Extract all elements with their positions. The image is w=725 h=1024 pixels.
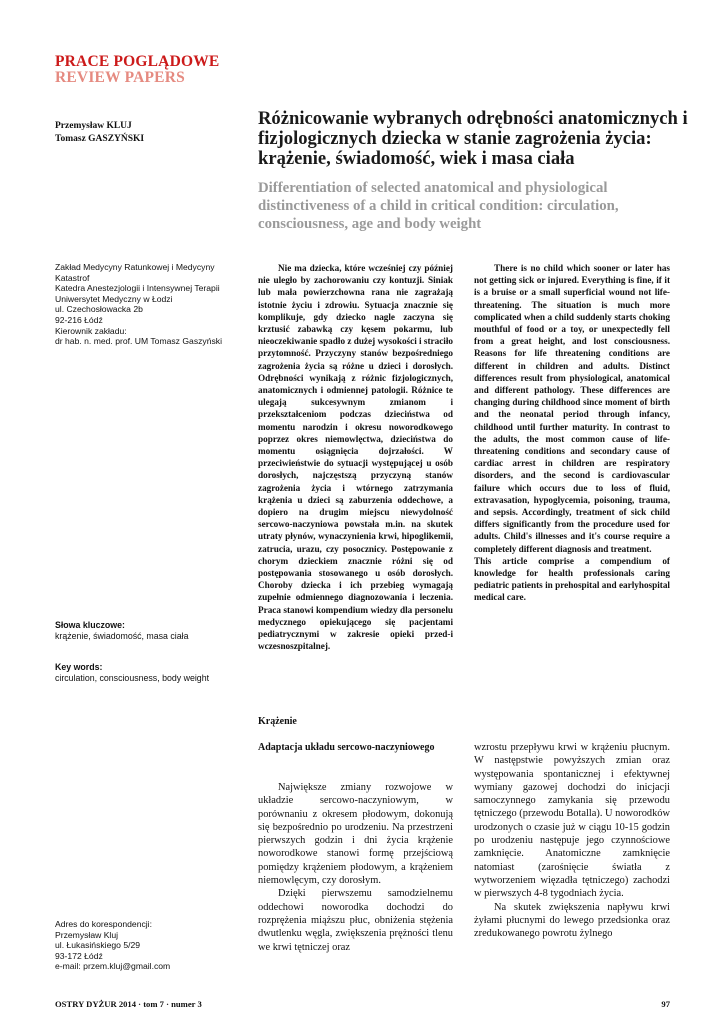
body-paragraph: Największe zmiany rozwojowe w układzie sercowo-naczyniowym, w porównaniu z okresem płodowym, dokonują się bezpośrednio po urodzeniu. Na przestrzeni pierwszych godzin i dni życia krążenie noworodkowe stanowi formę przejściową pomiędzy krążeniem płodowym, a krążeniem niemowlęcym, czy dorosłym. <box>258 782 453 887</box>
correspondence-line: Adres do korespondencji: <box>55 919 152 929</box>
abstract-paragraph: There is no child which sooner or later has not getting sick or injured. Everything is fine, if it is a bruise or a small superficial wound not life-threatening. The situation is much more complicated when a child suddenly starts choking mouthful of food or a toy, or unexpectedly fell from a great height, and lost consciousness. Reasons for life threatening conditions are different in children and adults. Distinct differences result from physiological, anatomical and different pathology. These differences are changing during childhood since moment of birth and the neonatal period through infancy, childhood until further maturity. In contrast to the adults, the most common cause of life-threatening conditions and secondary cause of cardiac arrest in children are respiratory disorders, and the second is cardiovascular failure which occurs due to loss of fluid, extravasation, hypoglycemia, poisoning, trauma, and sepsis. Accordingly, treatment of sick child differs significantly from the procedure used for adults. Child's illnesses and it's course require a completely different diagnosis and treatment. <box>474 263 670 554</box>
abstract-paragraph: This article comprise a compendium of knowledge for health professionals caring pediatric patients in prehospital and earlyhospital medical care. <box>474 555 670 603</box>
abstract-polish <box>258 262 453 653</box>
author-name: Tomasz GASZYŃSKI <box>55 134 145 144</box>
body-paragraph: wzrostu przepływu krwi w krążeniu płucnym. W następstwie powyższych zmian oraz występowania spontanicznej i efektywnej wymiany gazowej dochodzi do inicjacji samoczynnego zamykania się przewodu tętniczego (przewodu Botalla). U noworodków urodzonych o czasie już w ciągu 10-15 godzin po urodzeniu następuje jego czynnościowe zamknięcie. Anatomiczne zamknięcie natomiast (zarośnięcie światła z wytworzeniem więzadła tętniczego) zachodzi w pierwszych 4-8 tygodniach życia. <box>474 742 670 900</box>
correspondence-line: ul. Łukasińskiego 5/29 <box>55 940 141 951</box>
keywords-english <box>55 662 245 684</box>
body-column-left <box>258 781 453 954</box>
body-column-right <box>474 741 670 940</box>
page-number: 97 <box>661 999 670 1009</box>
correspondence-email[interactable]: e-mail: przem.kluj@gmail.com <box>55 961 171 972</box>
affiliation-line: Zakład Medycyny Ratunkowej i Medycyny Katastrof <box>55 262 215 283</box>
affiliation-line: Uniwersytet Medyczny w Łodzi <box>55 293 173 304</box>
keywords-label: Key words: <box>55 662 103 672</box>
keywords-text: circulation, consciousness, body weight <box>55 673 210 683</box>
keywords-label: Słowa kluczowe: <box>55 620 125 630</box>
abstract-paragraph: Nie ma dziecka, które wcześniej czy później nie uległo by zachorowaniu czy kontuzji. Siniak lub mała powierzchowna rana nie zagrażają istotnie życiu i zdrowiu. Sytuacja znacznie się komplikuje, gdy dziecko nagle zaczyna się krztusić zabawką czy kęsem pokarmu, lub nieoczekiwanie spadło z dużej wysokości i straciło przytomność. Przyczyny stanów bezpośredniego zagrożenia życia są różne u dzieci i dorosłych. Odrębności wynikają z różnic fizjologicznych, anatomicznych i odmiennej patologii. Różnice te ulegają sukcesywnym zmianom i przekształceniom podczas dzieciństwa od momentu narodzin i okresu noworodkowego poprzez okres niemowlęctwa, dzieciństwa do momentu osiągnięcia dojrzałości. W przeciwieństwie do sytuacji występującej u osób dorosłych, najczęstszą przyczyną stanów zagrożenia życia i wtórnego zatrzymania krążenia u dzieci są zaburzenia oddechowe, a dopiero na drugim miejscu niewydolność sercowo-naczyniowa powstała m.in. na skutek utraty płynów, wynaczynienia krwi, hipoglikemii, zatrucia, urazu, czy posocznicy. Postępowanie z chorym dzieckiem znacznie różni się od postępowania stosowanego u osób dorosłych. Choroby dziecka i ich przebieg wymagają zupełnie odmiennego diagnozowania i leczenia. Praca stanowi kompendium wiedzy dla personelu medycznego opiekującego się pacjentami pediatrycznymi w zakresie opieki przed-i wczesnoszpitalnej. <box>258 263 453 652</box>
authors <box>55 120 144 146</box>
title-english: Differentiation of selected anatomical and physiological distinctiveness of a child in critical condition: circulation, consciousness, age and body weight <box>258 180 619 232</box>
correspondence <box>55 919 245 972</box>
subsection-heading: Adaptacja układu sercowo-naczyniowego <box>258 742 435 753</box>
body-paragraph: Dzięki pierwszemu samodzielnemu oddechowi noworodka dochodzi do rozprężenia miąższu płuc, obniżenia stężenia dwutlenku węgla, zwiększenia prężności tlenu we krwi tętniczej oraz <box>258 888 453 953</box>
correspondence-line: Przemysław Kluj <box>55 929 119 940</box>
footer-journal: OSTRY DYŻUR 2014 · tom 7 · numer 3 <box>55 999 202 1009</box>
affiliation-line: Katedra Anestezjologii i Intensywnej Terapii <box>55 283 220 294</box>
affiliation-line: Kierownik zakładu: <box>55 325 127 336</box>
affiliation-line: ul. Czechosłowacka 2b <box>55 304 143 315</box>
author-name: Przemysław KLUJ <box>55 121 132 131</box>
affiliation-line: 92-216 Łódź <box>55 314 103 325</box>
keywords-polish <box>55 620 245 642</box>
affiliation <box>55 262 245 347</box>
section-label-pl: PRACE POGLĄDOWE <box>55 53 220 70</box>
keywords-text: krążenie, świadomość, masa ciała <box>55 631 189 641</box>
body-paragraph: Na skutek zwiększenia napływu krwi żyłami płucnymi do lewego przedsionka oraz zredukowanego powrotu żylnego <box>474 901 670 940</box>
correspondence-line: 93-172 Łódź <box>55 950 103 961</box>
abstract-english <box>474 262 670 604</box>
affiliation-line: dr hab. n. med. prof. UM Tomasz Gaszyński <box>55 336 223 347</box>
section-label-en: REVIEW PAPERS <box>55 69 185 86</box>
title-polish: Różnicowanie wybranych odrębności anatomicznych i fizjologicznych dziecka w stanie zagrożenia życia: krążenie, świadomość, wiek i masa ciała <box>258 108 688 169</box>
section-heading: Krążenie <box>258 716 297 727</box>
